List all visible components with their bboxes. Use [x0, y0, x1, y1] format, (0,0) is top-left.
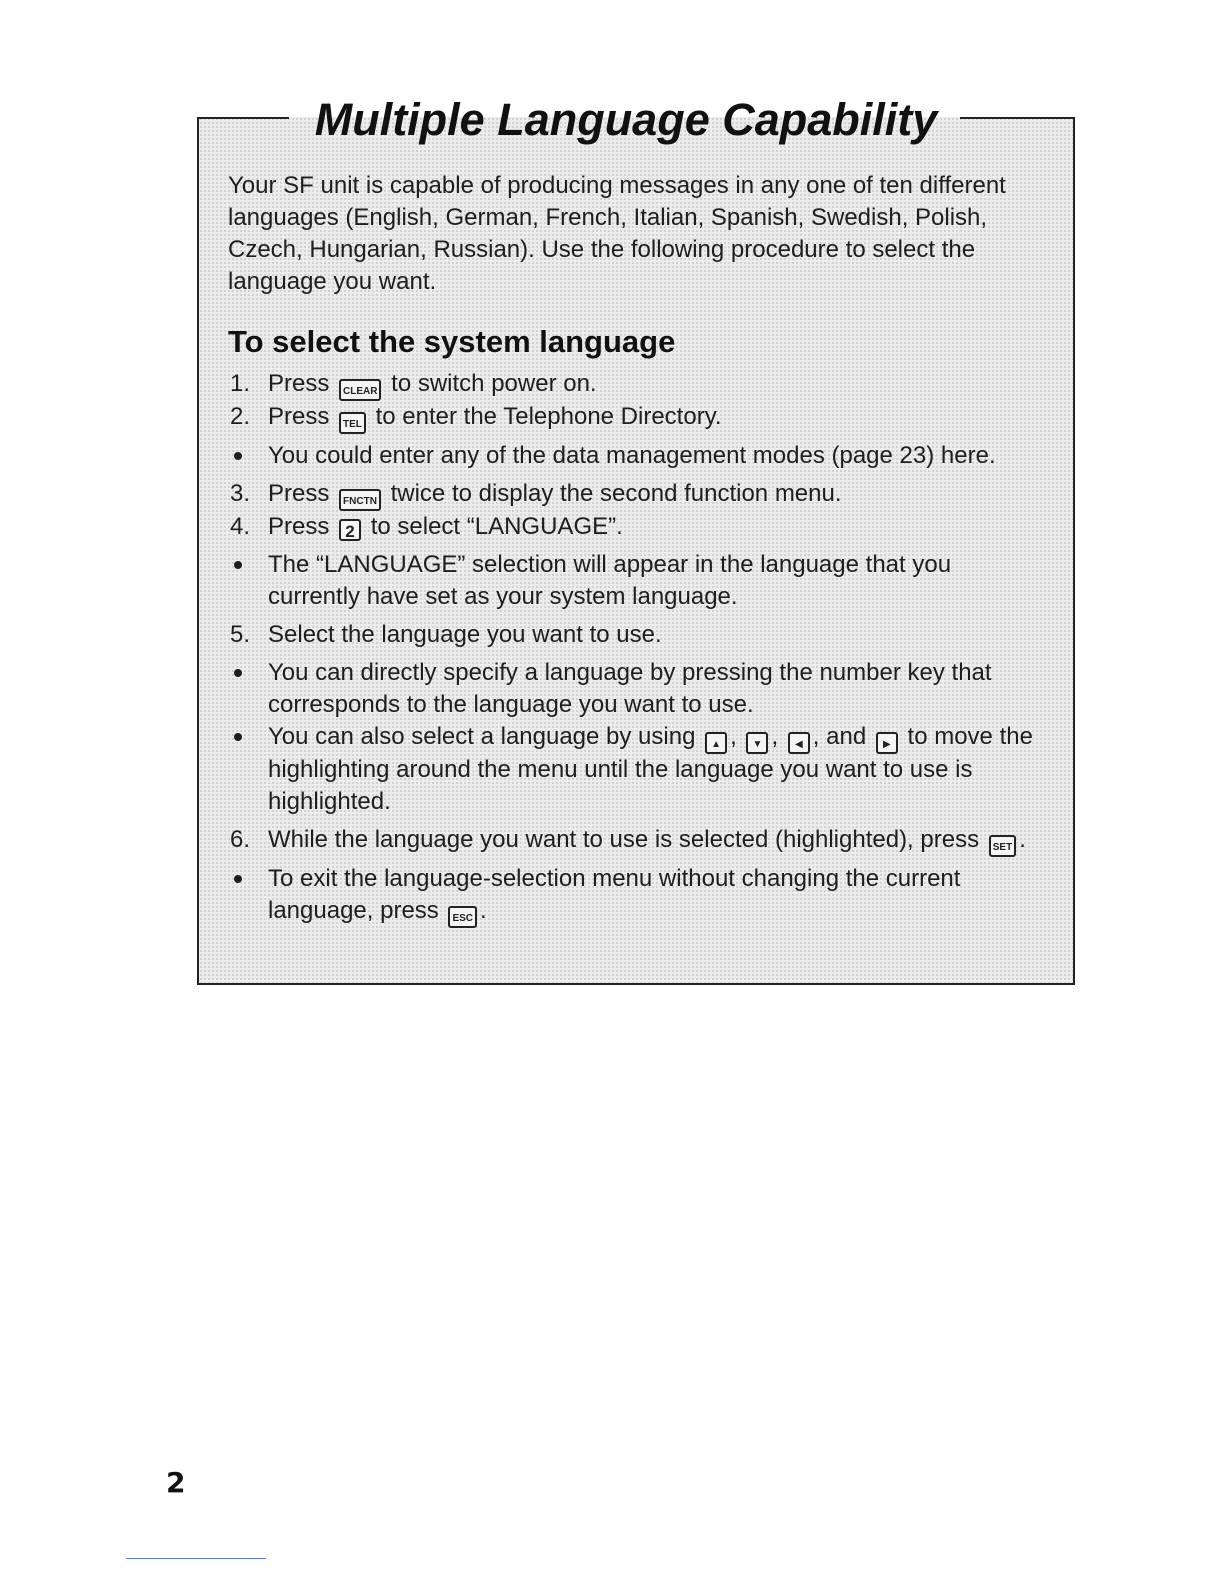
bullet-icon	[234, 733, 242, 741]
separator: ,	[730, 723, 737, 750]
step-text: .	[1019, 826, 1026, 853]
left-arrow-key-icon: ◀	[788, 732, 810, 754]
tel-key-icon: TEL	[339, 412, 366, 434]
step-text: Press	[268, 513, 330, 540]
separator: , and	[812, 723, 867, 750]
step-2	[228, 401, 1048, 434]
step-3	[228, 478, 1048, 511]
note-text: You can also select a language by using	[268, 723, 696, 750]
up-arrow-key-icon: ▲	[705, 732, 727, 754]
panel-content	[228, 170, 1048, 928]
note-text: to move the highlighting around the menu until the language you want to use is highlighted.	[268, 723, 1033, 815]
note-text: To exit the language-selection menu without changing the current language, press	[268, 865, 961, 924]
clear-key-icon: CLEAR	[339, 379, 381, 401]
step-number: 5.	[230, 621, 251, 648]
panel-top-rule-left	[197, 117, 289, 119]
note-4	[228, 721, 1048, 818]
footer-rule	[126, 1558, 266, 1559]
bullet-icon	[234, 875, 242, 883]
steps-list	[228, 368, 1048, 928]
right-arrow-key-icon: ▶	[876, 732, 898, 754]
intro-paragraph: Your SF unit is capable of producing messages in any one of ten different languages (English, German, French, Italian, Spanish, Swedish, Polish, Czech, Hungarian, Russian). Use the following procedure to select the language you want.	[228, 172, 1006, 295]
set-key-icon: SET	[989, 835, 1016, 857]
step-4	[228, 511, 1048, 543]
note-3	[228, 657, 1048, 721]
step-text: While the language you want to use is selected (highlighted), press	[268, 826, 980, 853]
step-text: Press	[268, 370, 330, 397]
note-5	[228, 863, 1048, 928]
step-1	[228, 368, 1048, 401]
step-5	[228, 619, 1048, 651]
step-text: twice to display the second function menu.	[390, 480, 842, 507]
bullet-icon	[234, 669, 242, 677]
bullet-icon	[234, 561, 242, 569]
page-title: Multiple Language Capability	[314, 94, 938, 145]
down-arrow-key-icon: ▼	[746, 732, 768, 754]
section-heading: To select the system language	[228, 324, 676, 359]
step-number: 2.	[230, 403, 251, 430]
step-number: 4.	[230, 513, 251, 540]
step-6	[228, 824, 1048, 857]
step-text: to switch power on.	[391, 370, 597, 397]
number-2-key-icon: 2	[339, 519, 361, 541]
esc-key-icon: ESC	[448, 906, 477, 928]
note-text: .	[480, 897, 487, 924]
step-text: Press	[268, 480, 330, 507]
step-number: 6.	[230, 826, 251, 853]
note-text: You could enter any of the data management modes (page 23) here.	[268, 442, 996, 469]
note-2	[228, 549, 1048, 613]
panel-top-rule-right	[960, 117, 1075, 119]
separator: ,	[771, 723, 779, 750]
step-text: to select “LANGUAGE”.	[370, 513, 623, 540]
page-number: 2	[166, 1466, 186, 1499]
step-number: 1.	[230, 370, 251, 397]
note-text: You can directly specify a language by pressing the number key that corresponds to the language you want to use.	[268, 659, 992, 718]
step-text: to enter the Telephone Directory.	[375, 403, 722, 430]
note-text: The “LANGUAGE” selection will appear in the language that you currently have set as your system language.	[268, 551, 952, 610]
function-key-icon: FNCTN	[339, 489, 381, 511]
step-text: Select the language you want to use.	[268, 621, 662, 648]
bullet-icon	[234, 452, 242, 460]
step-text: Press	[268, 403, 330, 430]
note-1	[228, 440, 1048, 472]
step-number: 3.	[230, 480, 251, 507]
